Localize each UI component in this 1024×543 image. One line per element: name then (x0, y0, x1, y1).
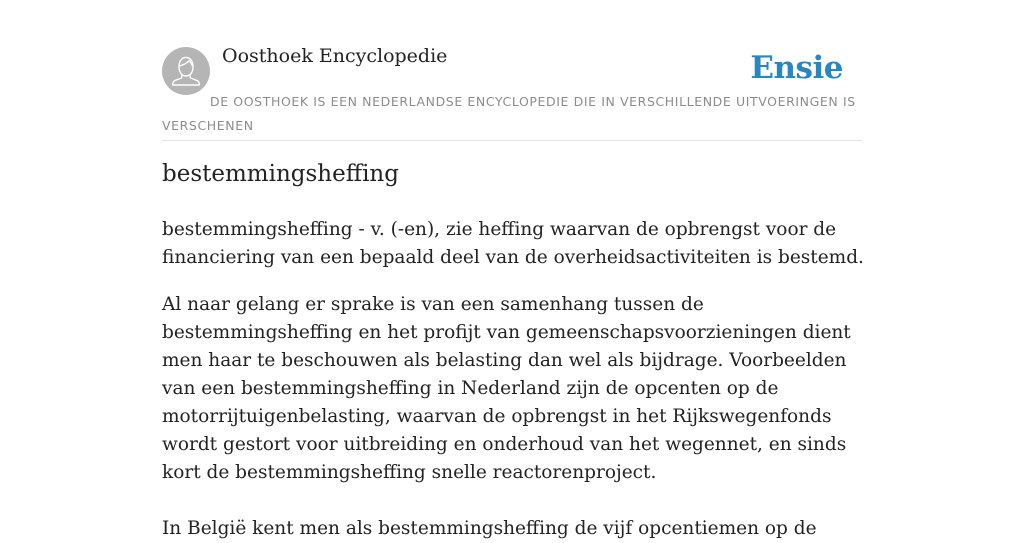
article-paragraph: bestemmingsheffing - v. (-en), zie heffing waarvan de opbrengst voor de financiering van een bepaald deel van de overheidsactiviteiten is bestemd. (162, 219, 864, 268)
ensie-logo[interactable]: Ensie (750, 50, 843, 86)
article-title: bestemmingsheffing (162, 161, 399, 187)
source-avatar[interactable] (162, 47, 210, 95)
article-paragraph: In België kent men als bestemmingsheffing de vijf opcentiemen op de (162, 518, 817, 539)
source-header (162, 40, 862, 141)
article-body (162, 216, 867, 543)
source-description: DE OOSTHOEK IS EEN NEDERLANDSE ENCYCLOPEDIE DIE IN VERSCHILLENDE UITVOERINGEN IS VERSCHENEN (162, 94, 856, 133)
source-title[interactable]: Oosthoek Encyclopedie (222, 45, 448, 67)
user-icon (162, 47, 210, 95)
article-paragraph: Al naar gelang er sprake is van een samenhang tussen de bestemmingsheffing en het profijt van gemeenschapsvoorzieningen dient men haar te beschouwen als belasting dan wel als bijdrage. Voorbeelden van een bestemmingsheffing in Nederland zijn de opcenten op de motorrijtuigenbelasting, waarvan de opbrengst in het Rijkswegenfonds wordt gestort voor uitbreiding en onderhoud van het wegennet, en sinds kort de bestemmingsheffing snelle reactorenproject. (162, 294, 851, 483)
